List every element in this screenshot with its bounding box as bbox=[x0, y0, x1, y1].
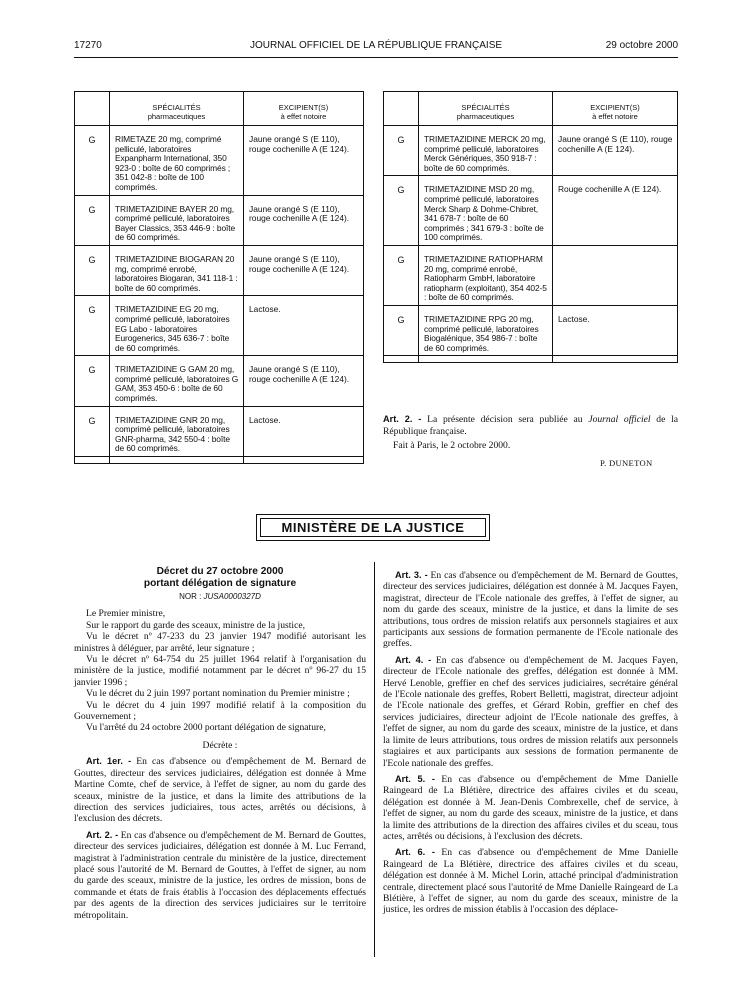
excipient-cell: Jaune orangé S (E 110), rouge cochenille A (E 124). bbox=[244, 126, 364, 196]
table-row bbox=[75, 126, 364, 196]
article-label: Art. 1er. - bbox=[86, 756, 132, 767]
specialite-cell: TRIMETAZIDINE RPG 20 mg, comprimé pelliculé, laboratoires Biogalénique, 354 986-7 : boîte de 60 comprimés. bbox=[419, 305, 553, 355]
generic-marker: G bbox=[384, 245, 419, 305]
excipient-cell: Jaune orangé S (E 110), rouge cochenille A (E 124). bbox=[244, 356, 364, 406]
article-paragraph bbox=[383, 847, 678, 915]
col-header-excipients: EXCIPIENT(S) à effet notoire bbox=[244, 92, 364, 126]
table-row bbox=[75, 245, 364, 295]
excipient-cell: Jaune orangé S (E 110), rouge cochenille A (E 124). bbox=[244, 245, 364, 295]
excipient-cell: Lactose. bbox=[244, 406, 364, 456]
header-rule bbox=[74, 57, 678, 58]
table-row bbox=[384, 305, 678, 355]
table-body bbox=[384, 126, 678, 363]
table-header-row bbox=[75, 92, 364, 126]
article-paragraph bbox=[383, 570, 678, 650]
excipient-cell: Lactose. bbox=[553, 305, 678, 355]
specialite-cell: TRIMETAZIDINE RATIOPHARM 20 mg, comprimé enrobé, Ratiopharm GmbH, laboratoire ratiopharm (exploitant), 354 402-5 : boîte de 60 comprimés. bbox=[419, 245, 553, 305]
page-header bbox=[74, 40, 678, 56]
issue-date: 29 octobre 2000 bbox=[605, 40, 678, 51]
table-row bbox=[384, 176, 678, 246]
articles-left bbox=[74, 756, 366, 921]
article-label: Art. 5. - bbox=[395, 773, 435, 784]
generic-marker: G bbox=[75, 356, 110, 406]
generic-marker: G bbox=[75, 195, 110, 245]
article-2-decision: Art. 2. - La présente décision sera publiée au Journal officiel de la République française. bbox=[383, 414, 679, 437]
excipient-cell: Jaune orangé S (E 110), rouge cochenille A (E 124). bbox=[553, 126, 678, 176]
generic-marker: G bbox=[75, 406, 110, 456]
table-row bbox=[75, 296, 364, 356]
table-empty-row bbox=[75, 457, 364, 464]
preamble-paragraph: Vu le décret du 2 juin 1997 portant nomination du Premier ministre ; bbox=[86, 688, 350, 700]
preamble-paragraph: Vu le décret nº 64-754 du 25 juillet 1964 relatif à l'organisation du ministère de la justice, modifié notamment par le décret nº 96-27 du 15 janvier 1996 ; bbox=[74, 654, 366, 688]
preamble-paragraph: Vu l'arrêté du 24 octobre 2000 portant délégation de signature, bbox=[86, 722, 326, 734]
generic-marker: G bbox=[384, 126, 419, 176]
signing-place-date: Fait à Paris, le 2 octobre 2000. bbox=[393, 440, 511, 451]
preamble-paragraph: Vu le décret nº 47-233 du 23 janvier 1947 modifié autorisant les ministres à déléguer, par arrêté, leur signature ; bbox=[74, 631, 366, 654]
excipient-cell: Jaune orangé S (E 110), rouge cochenille A (E 124). bbox=[244, 195, 364, 245]
generic-marker: G bbox=[384, 305, 419, 355]
table-row bbox=[384, 126, 678, 176]
specialite-cell: TRIMETAZIDINE EG 20 mg, comprimé pelliculé, laboratoires EG Labo - laboratoires Eurogenerics, 345 636-7 : boîte de 60 comprimés. bbox=[110, 296, 244, 356]
specialite-cell: TRIMETAZIDINE BAYER 20 mg, comprimé pelliculé, laboratoires Bayer Classics, 353 446-9 : boîte de 60 comprimés. bbox=[110, 195, 244, 245]
table-row bbox=[75, 406, 364, 456]
article-label: Art. 3. - bbox=[395, 570, 428, 580]
generic-marker: G bbox=[75, 296, 110, 356]
article-text: En cas d'absence ou d'empêchement de M. Bernard de Gouttes, directeur des services judiciaires, délégation est donnée à M. Jacques Fayen, magistrat, directeur de l'Ecole nationale des greffes, à l'effet de signer, au nom du garde des sceaux, ministre de la justice, et dans la limite de ses attributions, tous ordres de mission relatifs aux personnels stagiaires et aux participants aux sessions de formation permanente de l'Ecole nationale des greffes. bbox=[383, 570, 678, 650]
table-row bbox=[75, 195, 364, 245]
specialites-table-left bbox=[74, 91, 364, 464]
generic-marker: G bbox=[75, 245, 110, 295]
column-divider bbox=[374, 562, 375, 957]
table-row bbox=[75, 356, 364, 406]
col-header-specialites: SPÉCIALITÉS pharmaceutiques bbox=[110, 92, 244, 126]
article-paragraph bbox=[383, 774, 678, 842]
decrete-line: Décrète : bbox=[202, 739, 238, 751]
specialites-table-right bbox=[383, 91, 678, 363]
journal-title: JOURNAL OFFICIEL DE LA RÉPUBLIQUE FRANÇAISE bbox=[249, 40, 503, 51]
article-text: En cas d'absence ou d'empêchement de Mme Danielle Raingeard de La Blétière, directrice des affaires civiles et du sceau, délégation est donnée à M. Jean-Denis Combrexelle, chef de service, à l'effet de signer, au nom du garde des sceaux, ministre de la justice, et dans la limite des attributions de la direction des affaires civiles et du sceau, tous actes, arrêtés ou décisions, à l'exclusion des décrets. bbox=[383, 773, 678, 842]
specialite-cell: TRIMETAZIDINE MSD 20 mg, comprimé pelliculé, laboratoires Merck Sharp & Dohme-Chibret, 341 678-7 : boîte de 60 comprimés ; 341 679-3 : boîte de 100 comprimés. bbox=[419, 176, 553, 246]
specialite-cell: RIMETAZE 20 mg, comprimé pelliculé, laboratoires Expanpharm International, 350 923-0 : boîte de 60 comprimés ; 351 042-8 : boîte de 100 comprimés. bbox=[110, 126, 244, 196]
table-empty-row bbox=[384, 356, 678, 363]
article-paragraph bbox=[74, 756, 366, 824]
article-text: En cas d'absence ou d'empêchement de M. Bernard de Gouttes, directeur des services judiciaires, délégation est donnée à Mme Martine Comte, chef de service, à l'effet de signer, au nom du garde des sceaux, ministre de la justice, et dans la limite des attributions de la direction des services judiciaires, tous actes, arrêtés ou décisions, à l'exclusion des décrets. bbox=[74, 756, 366, 825]
ministry-heading: MINISTÈRE DE LA JUSTICE bbox=[256, 514, 490, 541]
article-paragraph bbox=[74, 830, 366, 921]
excipient-cell: Lactose. bbox=[244, 296, 364, 356]
article-label: Art. 2. - bbox=[86, 829, 119, 840]
generic-marker: G bbox=[384, 176, 419, 246]
excipient-cell: Rouge cochenille A (E 124). bbox=[553, 176, 678, 246]
col-header-specialites: SPÉCIALITÉS pharmaceutiques bbox=[419, 92, 553, 126]
article-text: En cas d'absence ou d'empêchement de M. Bernard de Gouttes, directeur des services judiciaires, délégation est donnée à M. Luc Ferrand, magistrat à l'administration centrale du ministère de la justice, directement placé sous l'autorité de M. Bernard de Gouttes, à l'effet de signer, au nom du garde des sceaux, ministre de la justice, les ordres de mission, bons de commande et états de frais établis à l'occasion des déplacements effectués par des agents de la direction des services judiciaires sur le territoire métropolitain. bbox=[74, 829, 366, 921]
decree-preamble bbox=[74, 608, 366, 733]
table-header-row bbox=[384, 92, 678, 126]
article-text: En cas d'absence ou d'empêchement de M. Jacques Fayen, directeur de l'Ecole nationale des greffes, délégation est donnée à MM. Hervé Lenoble, greffier en chef des services judiciaires, secrétaire général de l'Ecole nationale des greffes, Robert Belletti, magistrat, directeur adjoint de l'Ecole nationale des greffes, et Gérard Robin, greffier en chef des services judiciaires, directeur adjoint de l'Ecole nationale des greffes, à l'effet de signer, au nom du garde des sceaux, ministre de la justice, et dans la limite de leurs attributions, tous ordres de mission relatifs aux personnels stagiaires et aux participants aux sessions de formation permanente de l'Ecole nationale des greffes. bbox=[383, 654, 678, 769]
preamble-paragraph: Vu le décret du 4 juin 1997 modifié relatif à la composition du Gouvernement ; bbox=[74, 699, 366, 723]
article-label: Art. 4. - bbox=[395, 654, 432, 665]
article-label: Art. 6. - bbox=[395, 847, 435, 858]
page-number: 17270 bbox=[74, 40, 102, 51]
decree-title: Décret du 27 octobre 2000 portant délégation de signature bbox=[143, 566, 297, 589]
col-header-excipients: EXCIPIENT(S) à effet notoire bbox=[553, 92, 678, 126]
article-paragraph bbox=[383, 655, 678, 769]
specialite-cell: TRIMETAZIDINE BIOGARAN 20 mg, comprimé enrobé, laboratoires Biogaran, 341 118-1 : boîte de 60 comprimés. bbox=[110, 245, 244, 295]
nor-reference: NOR : JUSA0000327D bbox=[179, 592, 261, 601]
specialite-cell: TRIMETAZIDINE GNR 20 mg, comprimé pelliculé, laboratoires GNR-pharma, 342 550-4 : boîte de 60 comprimés. bbox=[110, 406, 244, 456]
generic-marker: G bbox=[75, 126, 110, 196]
decree-right-column bbox=[383, 570, 678, 916]
preamble-paragraph: Le Premier ministre, bbox=[86, 608, 166, 620]
table-row bbox=[384, 245, 678, 305]
table-body bbox=[75, 126, 364, 464]
specialite-cell: TRIMETAZIDINE MERCK 20 mg, comprimé pelliculé, laboratoires Merck Génériques, 350 918-7 : boîte de 60 comprimés. bbox=[419, 126, 553, 176]
excipient-cell bbox=[553, 245, 678, 305]
specialite-cell: TRIMETAZIDINE G GAM 20 mg, comprimé pelliculé, laboratoires G GAM, 353 450-6 : boîte de 60 comprimés. bbox=[110, 356, 244, 406]
preamble-paragraph: Sur le rapport du garde des sceaux, ministre de la justice, bbox=[86, 619, 305, 631]
signature: P. DUNETON bbox=[600, 458, 653, 468]
decree-left-column bbox=[74, 566, 366, 921]
article-text: En cas d'absence ou d'empêchement de Mme Danielle Raingeard de La Blétière, directrice des affaires civiles et du sceau, délégation est donnée à M. Michel Lorin, attaché principal d'administration centrale, directement placé sous l'autorité de Mme Danielle Raingeard de La Blétière, à l'effet de signer, au nom du garde des sceaux, ministre de la justice, les ordres de mission établis à l'occasion des déplace- bbox=[383, 847, 678, 916]
